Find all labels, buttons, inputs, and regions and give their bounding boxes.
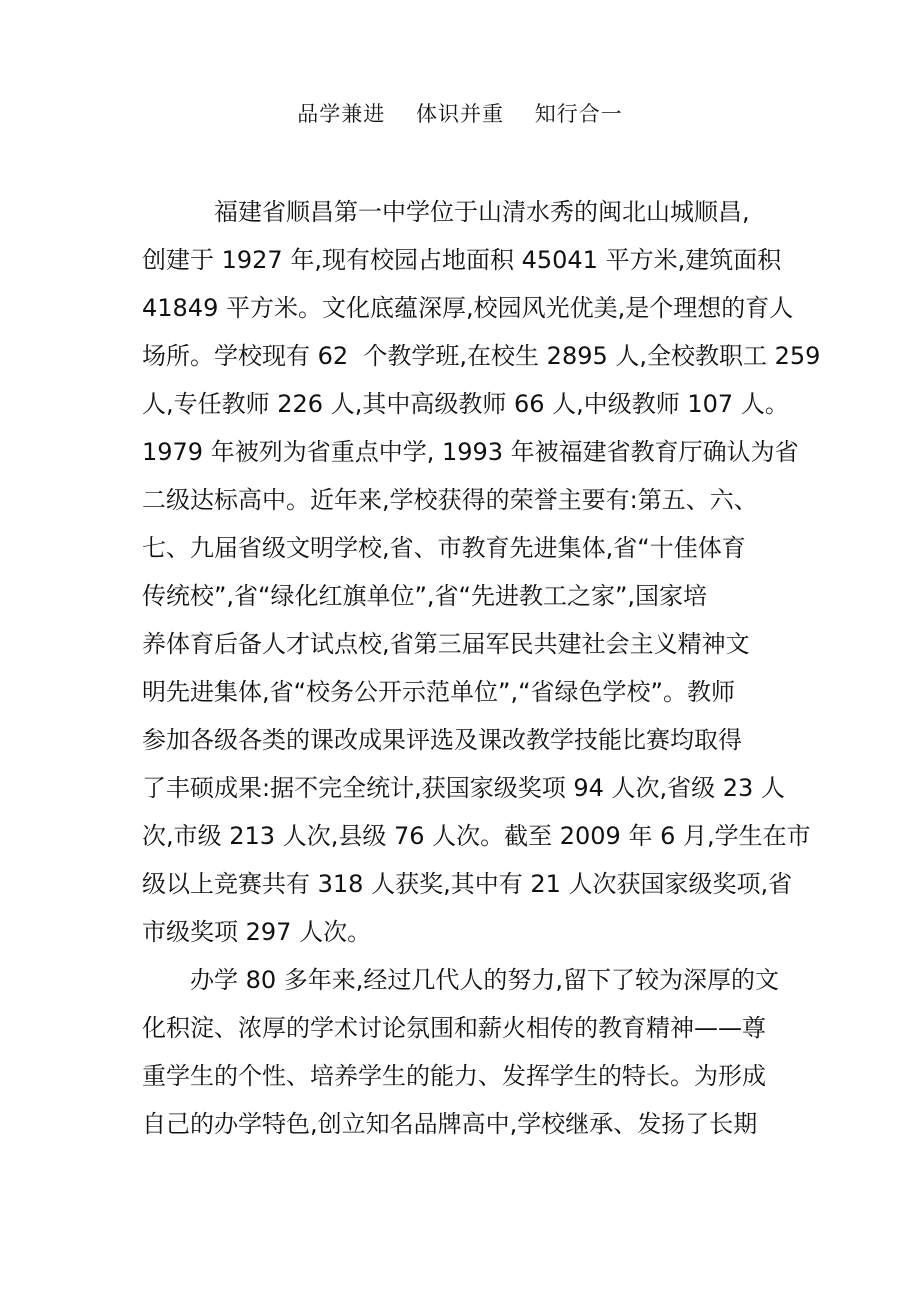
paragraph-2-line: 重学生的个性、培养学生的能力、发挥学生的特长。为形成 bbox=[142, 1062, 766, 1090]
paragraph-1-line: 41849 平方米。文化底蕴深厚,校园风光优美,是个理想的育人 bbox=[142, 294, 794, 322]
paragraph-1-line: 福建省顺昌第一中学位于山清水秀的闽北山城顺昌, bbox=[214, 198, 750, 226]
paragraph-1-line: 养体育后备人才试点校,省第三届军民共建社会主义精神文 bbox=[142, 630, 750, 658]
paragraph-1-line: 创建于 1927 年,现有校园占地面积 45041 平方米,建筑面积 bbox=[142, 246, 782, 274]
paragraph-2-line: 化积淀、浓厚的学术讨论氛围和薪火相传的教育精神——尊 bbox=[142, 1014, 766, 1042]
document-body bbox=[142, 188, 821, 1148]
paragraph-1-line: 七、九届省级文明学校,省、市教育先进集体,省“十佳体育 bbox=[142, 534, 746, 562]
document-title: 品学兼进 体识并重 知行合一 bbox=[297, 102, 623, 126]
paragraph-1-line: 明先进集体,省“校务公开示范单位”,“省绿色学校”。教师 bbox=[142, 678, 735, 706]
paragraph-1-line: 市级奖项 297 人次。 bbox=[142, 918, 372, 946]
paragraph-1-line: 二级达标高中。近年来,学校获得的荣誉主要有:第五、六、 bbox=[142, 486, 758, 514]
paragraph-1-line: 场所。学校现有 62 个教学班,在校生 2895 人,全校教职工 259 bbox=[142, 342, 821, 370]
paragraph-1-line: 1979 年被列为省重点中学, 1993 年被福建省教育厅确认为省 bbox=[142, 438, 799, 466]
paragraph-2-line: 办学 80 多年来,经过几代人的努力,留下了较为深厚的文 bbox=[190, 966, 780, 994]
paragraph-2-line: 自己的办学特色,创立知名品牌高中,学校继承、发扬了长期 bbox=[142, 1110, 758, 1138]
paragraph-1-line: 参加各级各类的课改成果评选及课改教学技能比赛均取得 bbox=[142, 726, 742, 754]
paragraph-1-line: 人,专任教师 226 人,其中高级教师 66 人,中级教师 107 人。 bbox=[142, 390, 789, 418]
paragraph-1-line: 了丰硕成果:据不完全统计,获国家级奖项 94 人次,省级 23 人 bbox=[142, 774, 785, 802]
paragraph-1-line: 级以上竞赛共有 318 人获奖,其中有 21 人次获国家级奖项,省 bbox=[142, 870, 793, 898]
paragraph-1-line: 传统校”,省“绿化红旗单位”,省“先进教工之家”,国家培 bbox=[142, 582, 708, 610]
paragraph-1-line: 次,市级 213 人次,县级 76 人次。截至 2009 年 6 月,学生在市 bbox=[142, 822, 811, 850]
